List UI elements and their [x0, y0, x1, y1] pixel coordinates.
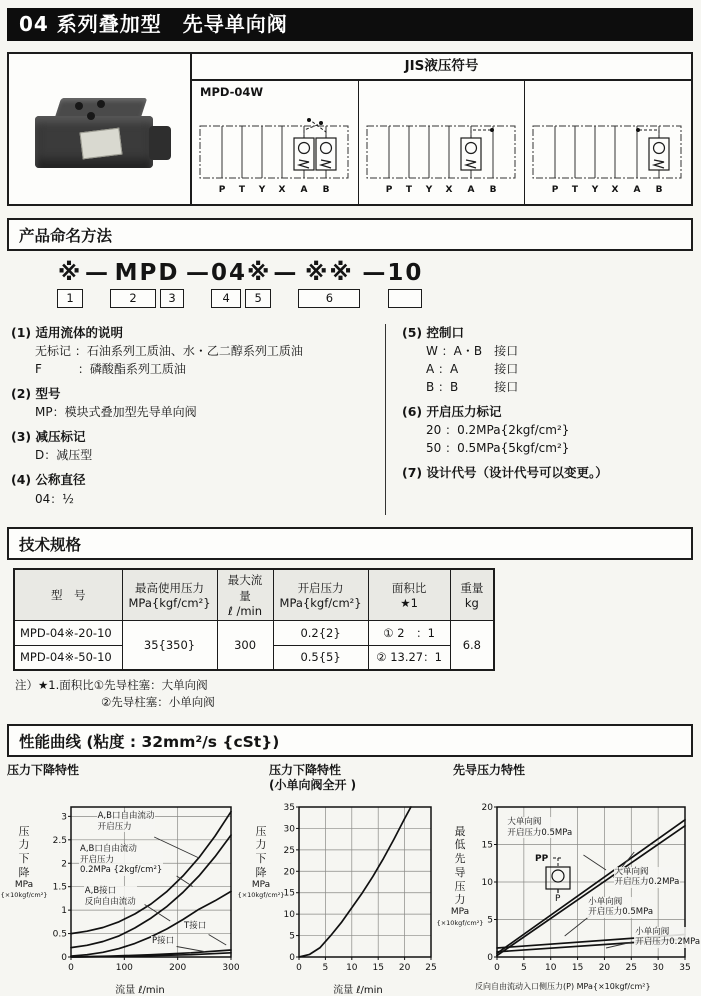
pilot-check-valve-icon	[527, 849, 583, 904]
code-separator: —	[85, 260, 108, 286]
naming-item-2: (2) 型号 MP：模块式叠加型先导单向阀	[11, 386, 197, 420]
jis-symbol-b	[525, 81, 691, 204]
product-photo-cell	[9, 54, 192, 204]
naming-section-header: 产品命名方法	[7, 218, 693, 251]
svg-text:0: 0	[61, 952, 67, 963]
svg-text:Y: Y	[425, 185, 432, 195]
code-separator: —	[186, 260, 209, 286]
svg-text:0: 0	[289, 952, 295, 963]
spec-row-20	[14, 620, 494, 645]
hydraulic-symbol-b-diagram	[527, 110, 687, 202]
model-cell: MPD-04※-20-10	[14, 620, 122, 645]
svg-text:P: P	[555, 893, 561, 904]
chart1-y-axis-label: 压 力 下 降 MPa {×10kgf/cm²}	[0, 824, 48, 900]
code-separator: —	[273, 260, 297, 286]
curves-section-header: 性能曲线 (粘度 : 32mm²/s {cSt})	[7, 724, 693, 757]
code-box-7	[388, 289, 422, 308]
svg-text:20: 20	[398, 962, 411, 973]
max-flow-cell: 300	[217, 620, 273, 670]
product-photo	[23, 82, 173, 182]
charts-row	[0, 797, 701, 996]
chart2-plot	[277, 797, 439, 987]
naming-item-7: (7) 设计代号（设计代号可以变更。）	[402, 465, 608, 481]
jis-header: JIS液压符号	[192, 54, 691, 81]
area-ratio-cell: ② 13.27：1	[368, 645, 450, 670]
svg-text:A: A	[633, 185, 641, 195]
naming-descriptions	[7, 324, 693, 515]
svg-text:B: B	[655, 185, 663, 195]
code-part-type: MPD	[114, 260, 180, 286]
col-max-pressure: 最高使用压力 MPa{kgf/cm²}	[122, 569, 217, 621]
svg-text:0: 0	[296, 962, 302, 973]
svg-text:15: 15	[571, 962, 584, 973]
chart-titles-row	[7, 763, 693, 795]
svg-text:10: 10	[481, 877, 493, 888]
svg-text:5: 5	[487, 915, 493, 925]
code-box-2: 2	[110, 289, 156, 308]
jis-area	[192, 54, 691, 204]
svg-text:5: 5	[322, 962, 329, 973]
hydraulic-symbol-a-diagram	[361, 110, 521, 202]
svg-text:Y: Y	[592, 185, 599, 195]
chart-pressure-drop-small	[237, 797, 439, 996]
curve-label: A,B接口 反向自由流动	[84, 886, 136, 907]
curve-label: 小单向阀 开启压力0.2MPa	[635, 926, 701, 948]
model-cell: MPD-04※-50-10	[14, 645, 122, 670]
chart2-y-axis-label: 压 力 下 降 MPa {×10kgf/cm²}	[237, 824, 285, 900]
svg-text:10: 10	[283, 909, 295, 920]
svg-text:X: X	[611, 185, 619, 195]
model-code	[57, 260, 695, 308]
svg-text:35: 35	[283, 802, 295, 813]
svg-text:200: 200	[169, 962, 187, 973]
svg-text:5: 5	[289, 931, 295, 942]
svg-text:2: 2	[61, 858, 67, 869]
page-title: 04 系列叠加型 先导单向阀	[7, 8, 693, 41]
hydraulic-symbol-w-diagram	[194, 110, 354, 202]
svg-text:Y: Y	[258, 185, 266, 195]
chart-pressure-drop	[0, 797, 240, 996]
chart-pilot-pressure	[436, 797, 701, 996]
code-part-pressure: ※※	[305, 260, 354, 286]
code-part-design: 10	[387, 260, 424, 286]
curve-label: A,B口自由流动 开启压力	[97, 811, 155, 832]
code-box-6: 6	[298, 289, 360, 308]
symbol-section	[7, 52, 693, 206]
code-box-3: 3	[160, 289, 184, 308]
chart2-x-axis-label: 流量 ℓ/min	[333, 984, 383, 996]
spec-table	[13, 568, 495, 672]
svg-text:0: 0	[487, 952, 493, 963]
svg-text:A: A	[467, 185, 475, 195]
svg-text:A: A	[300, 185, 308, 195]
svg-text:20: 20	[598, 962, 611, 973]
weight-cell: 6.8	[450, 620, 494, 670]
chart3-title: 先导压力特性	[453, 762, 526, 777]
svg-text:T: T	[405, 185, 412, 195]
svg-text:2.5: 2.5	[52, 835, 67, 846]
svg-text:10: 10	[544, 962, 557, 973]
chart2-title: 压力下降特性 (小单向阀全开 )	[269, 762, 357, 793]
col-area-ratio: 面积比 ★1	[368, 569, 450, 621]
code-part-size: 04※	[211, 260, 272, 286]
chart1-title: 压力下降特性	[7, 762, 80, 777]
naming-item-5: (5) 控制口 W ：A・B 接口 A ：A 接口 B ：B 接口	[402, 325, 519, 395]
svg-text:10: 10	[346, 962, 358, 973]
svg-text:30: 30	[283, 823, 295, 834]
svg-text:20: 20	[481, 802, 493, 813]
code-box-1: 1	[57, 289, 83, 308]
curve-label: A,B口自由流动 开启压力 0.2MPa {2kgf/cm²}	[80, 844, 163, 876]
note-line-1: 注）★1.面积比①先导柱塞：大单向阀	[15, 678, 208, 692]
svg-text:35: 35	[679, 962, 691, 973]
svg-text:300: 300	[222, 962, 240, 973]
spec-table-header-row	[14, 569, 494, 621]
svg-text:PP: PP	[535, 853, 549, 864]
svg-text:B: B	[322, 185, 330, 195]
svg-text:1: 1	[61, 905, 67, 916]
svg-text:15: 15	[481, 840, 493, 850]
jis-symbol-a	[359, 81, 526, 204]
svg-text:P: P	[218, 185, 226, 195]
code-box-4: 4	[211, 289, 241, 308]
svg-text:P: P	[552, 185, 559, 195]
chart3-plot	[475, 797, 701, 987]
open-pressure-cell: 0.5{5}	[273, 645, 368, 670]
curve-label: 大单向阀 开启压力0.5MPa	[507, 817, 573, 838]
curve-label: 大单向阀 开启压力0.2MPa	[614, 866, 680, 888]
svg-text:15: 15	[372, 962, 384, 973]
svg-text:3: 3	[61, 811, 67, 822]
svg-text:B: B	[489, 185, 497, 195]
svg-text:15: 15	[283, 888, 295, 899]
chart3-y-axis-label: 最 低 先 导 压 力 MPa {×10kgf/cm²}	[436, 824, 484, 927]
model-label: MPD-04W	[200, 85, 264, 99]
code-part-fluid: ※	[57, 260, 83, 286]
svg-text:0: 0	[68, 962, 74, 973]
svg-text:P: P	[385, 185, 392, 195]
svg-text:0: 0	[494, 962, 500, 973]
svg-text:25: 25	[625, 962, 638, 973]
svg-text:25: 25	[425, 962, 437, 973]
svg-text:20: 20	[283, 866, 295, 877]
area-ratio-cell: ① 2 ：1	[368, 620, 450, 645]
svg-text:5: 5	[520, 962, 527, 973]
col-open-pressure: 开启压力 MPa{kgf/cm²}	[273, 569, 368, 621]
curve-label: 小单向阀 开启压力0.5MPa	[588, 896, 654, 918]
col-weight: 重量 kg	[450, 569, 494, 621]
svg-text:1.5: 1.5	[52, 882, 67, 893]
max-pressure-cell: 35{350}	[122, 620, 217, 670]
naming-item-3: (3) 减压标记 D：减压型	[11, 429, 93, 463]
chart3-x-axis-label: 反向自由流动入口侧压力(P) MPa{×10kgf/cm²}	[475, 981, 651, 991]
svg-text:30: 30	[652, 962, 664, 973]
svg-text:X: X	[445, 185, 453, 195]
code-separator: —	[362, 260, 386, 286]
col-max-flow: 最大流量 ℓ /min	[217, 569, 273, 621]
svg-text:25: 25	[283, 845, 295, 856]
svg-text:100: 100	[115, 962, 133, 973]
chart1-plot	[41, 797, 239, 987]
naming-item-1: (1) 适用流体的说明 无标记 ：石油系列工质油、水・乙二醇系列工质油 F ：磷酸酯系列工质油	[11, 325, 303, 377]
col-model: 型 号	[14, 569, 122, 621]
curve-label: T接口	[184, 920, 207, 931]
naming-item-6: (6) 开启压力标记 20 ：0.2MPa{2kgf/cm²} 50 ：0.5MPa{5kgf/cm²}	[402, 404, 570, 456]
svg-text:0.5: 0.5	[52, 929, 67, 940]
note-line-2: ②先导柱塞：小单向阀	[101, 695, 215, 710]
code-box-5: 5	[245, 289, 271, 308]
specs-section-header: 技术规格	[7, 527, 693, 560]
svg-text:T: T	[238, 185, 246, 195]
open-pressure-cell: 0.2{2}	[273, 620, 368, 645]
chart1-x-axis-label: 流量 ℓ/min	[115, 984, 165, 996]
curve-label: P接口	[152, 935, 175, 946]
chart2-plot-svg	[277, 797, 439, 983]
table-notes	[15, 677, 695, 712]
naming-item-4: (4) 公称直径 04：½	[11, 472, 86, 506]
svg-text:X: X	[278, 185, 286, 195]
svg-text:T: T	[572, 185, 579, 195]
jis-symbol-w	[192, 81, 359, 204]
